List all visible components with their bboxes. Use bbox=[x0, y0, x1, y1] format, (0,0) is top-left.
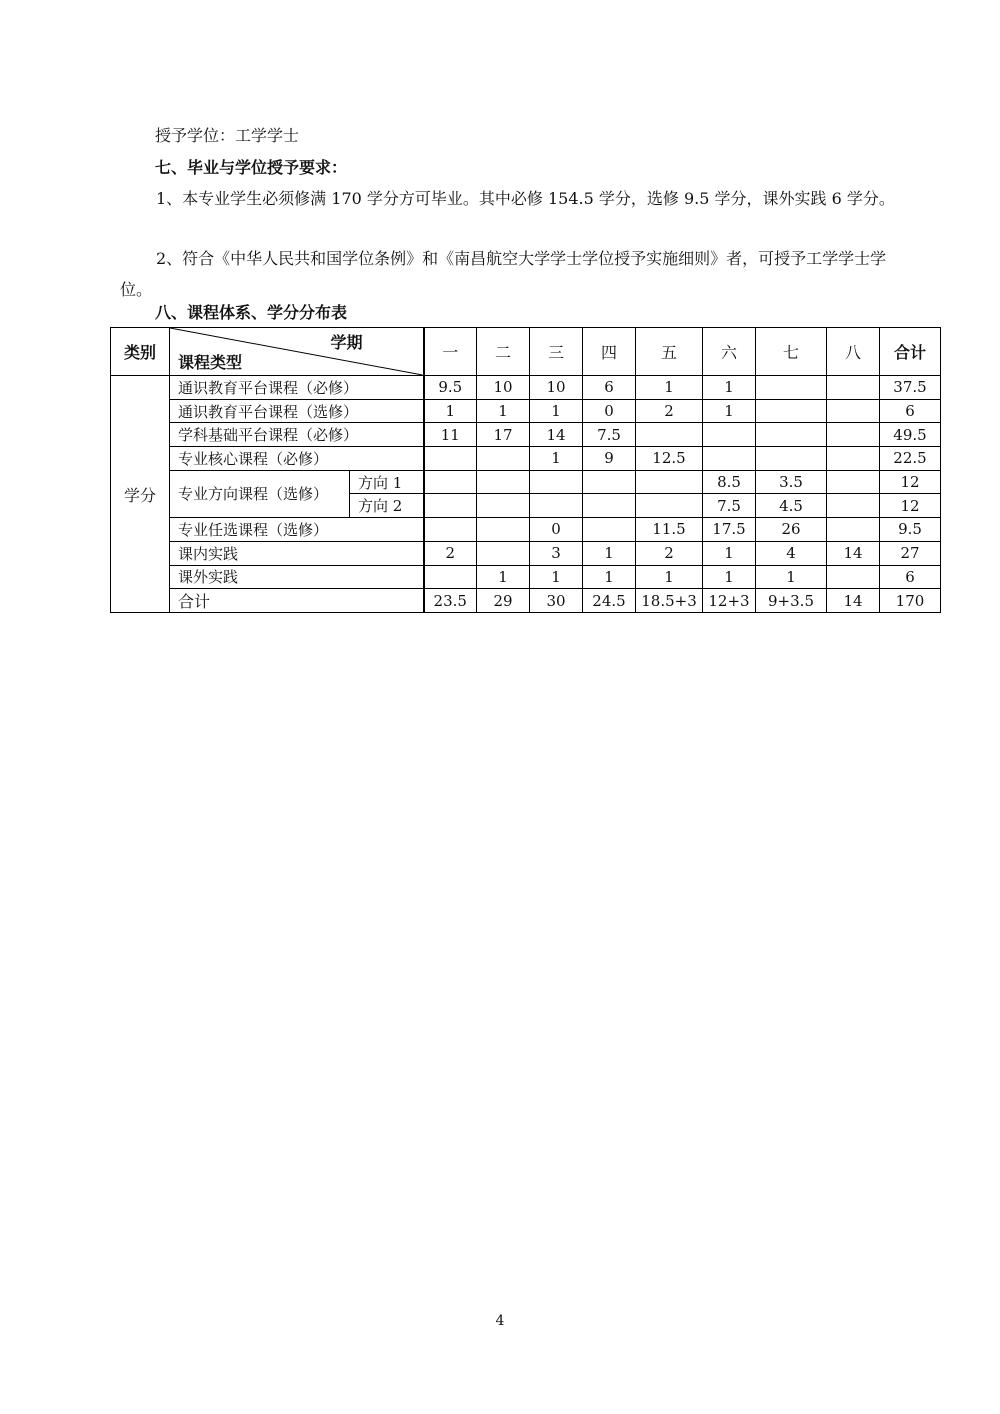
header-semester-4: 四 bbox=[583, 328, 636, 376]
header-semester-6: 六 bbox=[703, 328, 756, 376]
table-cell bbox=[827, 494, 880, 518]
table-cell: 1 bbox=[583, 565, 636, 589]
table-cell: 11 bbox=[424, 423, 477, 447]
table-cell bbox=[583, 494, 636, 518]
table-cell bbox=[424, 470, 477, 494]
table-cell: 7.5 bbox=[703, 494, 756, 518]
table-cell bbox=[424, 494, 477, 518]
table-cell: 3 bbox=[530, 541, 583, 565]
table-cell: 170 bbox=[880, 589, 941, 613]
table-cell: 1 bbox=[703, 399, 756, 423]
table-cell bbox=[827, 565, 880, 589]
table-cell: 10 bbox=[530, 376, 583, 400]
section-7-title: 七、毕业与学位授予要求： bbox=[155, 158, 348, 177]
table-row bbox=[111, 541, 941, 565]
table-cell: 12 bbox=[880, 470, 941, 494]
table-cell bbox=[477, 518, 530, 542]
category-cell: 学分 bbox=[111, 376, 170, 613]
table-cell: 37.5 bbox=[880, 376, 941, 400]
table-cell: 17 bbox=[477, 423, 530, 447]
table-cell: 0 bbox=[530, 518, 583, 542]
table-row bbox=[111, 447, 941, 471]
table-cell: 1 bbox=[583, 541, 636, 565]
table-cell: 6 bbox=[583, 376, 636, 400]
table-cell: 12.5 bbox=[636, 447, 703, 471]
row-sub-label: 方向 2 bbox=[350, 494, 424, 518]
header-semester-5: 五 bbox=[636, 328, 703, 376]
table-cell: 1 bbox=[636, 565, 703, 589]
table-cell: 9.5 bbox=[880, 518, 941, 542]
table-cell: 9 bbox=[583, 447, 636, 471]
table-cell: 1 bbox=[756, 565, 827, 589]
row-label: 通识教育平台课程（选修） bbox=[170, 399, 424, 423]
table-cell: 1 bbox=[530, 447, 583, 471]
table-cell: 1 bbox=[477, 399, 530, 423]
table-cell bbox=[636, 494, 703, 518]
header-semester-3: 三 bbox=[530, 328, 583, 376]
requirement-1: 1、本专业学生必须修满 170 学分方可毕业。其中必修 154.5 学分，选修 9.5 学分，课外实践 6 学分。 bbox=[156, 189, 895, 208]
header-semester-8: 八 bbox=[827, 328, 880, 376]
row-label: 专业任选课程（选修） bbox=[170, 518, 424, 542]
table-cell: 29 bbox=[477, 589, 530, 613]
section-8-title: 八、课程体系、学分分布表 bbox=[155, 303, 348, 322]
row-label: 专业核心课程（必修） bbox=[170, 447, 424, 471]
table-cell: 30 bbox=[530, 589, 583, 613]
row-label-total: 合计 bbox=[170, 589, 424, 613]
header-course-type: 课程类型 bbox=[178, 353, 243, 372]
table-cell bbox=[756, 423, 827, 447]
table-cell bbox=[530, 494, 583, 518]
table-cell: 1 bbox=[703, 376, 756, 400]
table-row bbox=[111, 376, 941, 400]
table-cell bbox=[827, 447, 880, 471]
table-cell: 14 bbox=[827, 589, 880, 613]
table-total-row bbox=[111, 589, 941, 613]
table-cell bbox=[756, 376, 827, 400]
table-cell: 2 bbox=[424, 541, 477, 565]
table-cell bbox=[703, 423, 756, 447]
table-cell bbox=[636, 470, 703, 494]
header-semester-7: 七 bbox=[756, 328, 827, 376]
table-cell: 7.5 bbox=[583, 423, 636, 447]
table-cell: 4.5 bbox=[756, 494, 827, 518]
row-label: 课内实践 bbox=[170, 541, 424, 565]
table-cell: 1 bbox=[530, 565, 583, 589]
row-label: 课外实践 bbox=[170, 565, 424, 589]
table-cell bbox=[477, 447, 530, 471]
table-cell: 14 bbox=[827, 541, 880, 565]
table-cell: 1 bbox=[530, 399, 583, 423]
header-semester: 学期 bbox=[330, 333, 363, 352]
table-cell: 0 bbox=[583, 399, 636, 423]
header-diagonal-cell bbox=[170, 328, 424, 376]
table-cell: 49.5 bbox=[880, 423, 941, 447]
header-category: 类别 bbox=[111, 328, 170, 376]
table-cell bbox=[827, 423, 880, 447]
table-cell: 11.5 bbox=[636, 518, 703, 542]
table-cell: 9.5 bbox=[424, 376, 477, 400]
credit-distribution-table bbox=[110, 327, 941, 613]
table-cell: 1 bbox=[424, 399, 477, 423]
table-cell bbox=[703, 447, 756, 471]
table-row bbox=[111, 423, 941, 447]
table-cell bbox=[424, 565, 477, 589]
table-cell bbox=[827, 470, 880, 494]
table-header-row bbox=[111, 328, 941, 376]
table-cell bbox=[424, 447, 477, 471]
table-cell: 9+3.5 bbox=[756, 589, 827, 613]
table-cell bbox=[477, 494, 530, 518]
header-total: 合计 bbox=[880, 328, 941, 376]
table-cell: 1 bbox=[636, 376, 703, 400]
row-sub-label: 方向 1 bbox=[350, 470, 424, 494]
table-cell: 17.5 bbox=[703, 518, 756, 542]
row-label: 学科基础平台课程（必修） bbox=[170, 423, 424, 447]
header-semester-2: 二 bbox=[477, 328, 530, 376]
table-cell: 6 bbox=[880, 565, 941, 589]
table-cell bbox=[424, 518, 477, 542]
table-cell: 1 bbox=[703, 541, 756, 565]
table-cell bbox=[477, 541, 530, 565]
table-cell bbox=[636, 423, 703, 447]
table-cell: 2 bbox=[636, 541, 703, 565]
table-row bbox=[111, 565, 941, 589]
table-cell: 26 bbox=[756, 518, 827, 542]
table-cell bbox=[827, 399, 880, 423]
table-cell: 1 bbox=[477, 565, 530, 589]
table-cell: 8.5 bbox=[703, 470, 756, 494]
row-label: 专业方向课程（选修） bbox=[170, 470, 350, 517]
table-cell bbox=[756, 447, 827, 471]
table-cell bbox=[530, 470, 583, 494]
table-cell: 6 bbox=[880, 399, 941, 423]
page-number: 4 bbox=[495, 1313, 505, 1329]
table-cell: 10 bbox=[477, 376, 530, 400]
table-cell bbox=[827, 518, 880, 542]
table-cell: 1 bbox=[703, 565, 756, 589]
degree-line: 授予学位：工学学士 bbox=[155, 126, 300, 145]
table-cell bbox=[756, 399, 827, 423]
table-cell: 18.5+3 bbox=[636, 589, 703, 613]
table-cell: 14 bbox=[530, 423, 583, 447]
table-cell: 27 bbox=[880, 541, 941, 565]
table-cell bbox=[583, 470, 636, 494]
requirement-2: 2、符合《中华人民共和国学位条例》和《南昌航空大学学士学位授予实施细则》者，可授予工学学士学位。 bbox=[120, 249, 887, 299]
table-cell bbox=[827, 376, 880, 400]
table-cell bbox=[477, 470, 530, 494]
table-cell: 4 bbox=[756, 541, 827, 565]
table-cell bbox=[583, 518, 636, 542]
header-semester-1: 一 bbox=[424, 328, 477, 376]
table-cell: 22.5 bbox=[880, 447, 941, 471]
table-row bbox=[111, 470, 941, 494]
table-cell: 12 bbox=[880, 494, 941, 518]
row-label: 通识教育平台课程（必修） bbox=[170, 376, 424, 400]
table-cell: 12+3 bbox=[703, 589, 756, 613]
table-row bbox=[111, 518, 941, 542]
table-cell: 23.5 bbox=[424, 589, 477, 613]
table-cell: 3.5 bbox=[756, 470, 827, 494]
table-row bbox=[111, 399, 941, 423]
table-cell: 24.5 bbox=[583, 589, 636, 613]
table-cell: 2 bbox=[636, 399, 703, 423]
